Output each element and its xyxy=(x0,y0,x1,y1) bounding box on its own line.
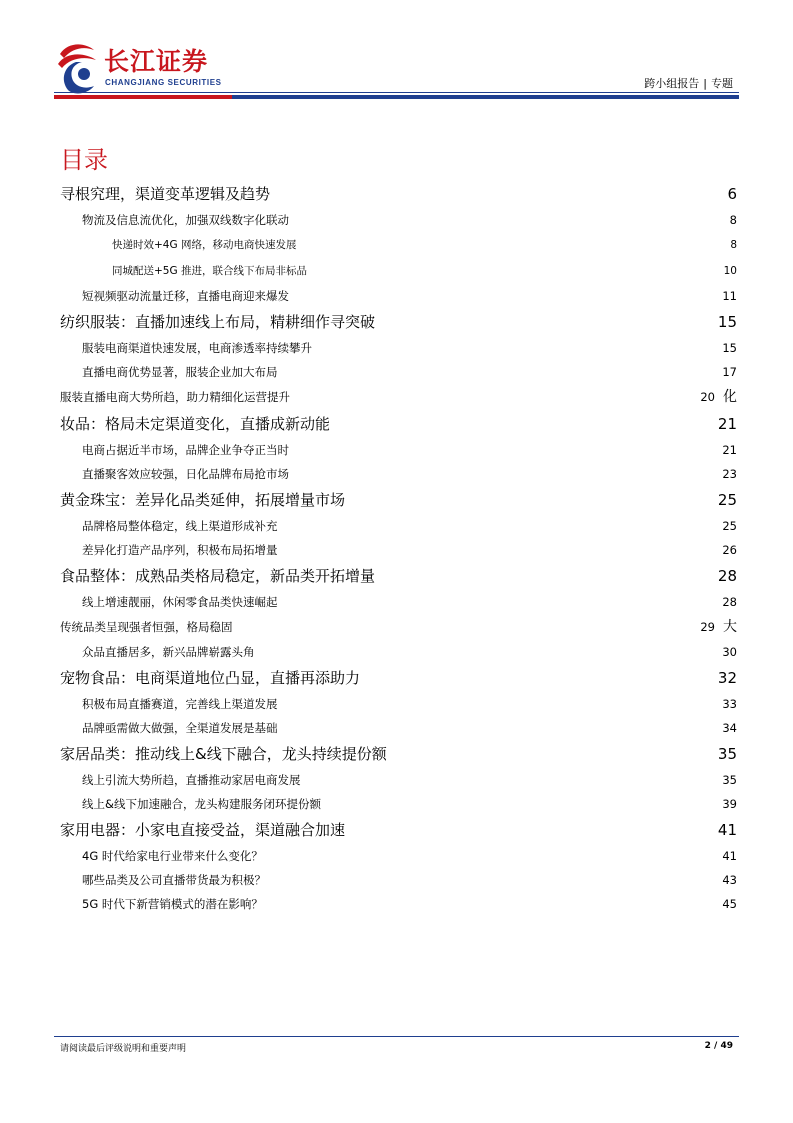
toc-entry-page xyxy=(722,792,737,816)
toc-entry-title: 寻根究理，渠道变革逻辑及趋势 xyxy=(60,185,271,203)
toc-page-number: 25 xyxy=(722,519,737,533)
report-subtype-label: 专题 xyxy=(711,77,733,90)
toc-entry[interactable] xyxy=(60,232,737,258)
toc-entry-page xyxy=(727,180,737,208)
toc-entry-page xyxy=(700,614,737,640)
toc-page-number: 10 xyxy=(723,265,737,277)
toc-page-number: 8 xyxy=(730,239,737,251)
toc-entry-title: 快递时效+4G 网络，移动电商快速发展 xyxy=(112,239,297,251)
toc-entry[interactable] xyxy=(60,664,737,692)
toc-entry[interactable] xyxy=(60,360,737,384)
toc-entry-page xyxy=(722,590,737,614)
header-red-bar xyxy=(54,95,232,99)
toc-page-number: 20 xyxy=(700,390,715,404)
toc-entry[interactable] xyxy=(60,816,737,844)
toc-page-number: 39 xyxy=(722,797,737,811)
toc-entry-title: 同城配送+5G 推进，联合线下布局非标品 xyxy=(112,265,307,277)
toc-entry-page xyxy=(722,284,737,308)
toc-entry[interactable] xyxy=(60,308,737,336)
changjiang-logo-icon xyxy=(54,40,100,96)
toc-entry-title: 5G 时代下新营销模式的潜在影响？ xyxy=(82,897,263,911)
toc-entry[interactable] xyxy=(60,208,737,232)
toc-entry-title: 家居品类：推动线上&线下融合，龙头持续提份额 xyxy=(60,745,387,763)
toc-page-number: 21 xyxy=(717,415,737,433)
toc-entry-title: 物流及信息流优化，加强双线数字化联动 xyxy=(82,213,289,227)
toc-entry-title: 宠物食品：电商渠道地位凸显，直播再添助力 xyxy=(60,669,361,687)
toc-page-number: 45 xyxy=(722,897,737,911)
logo-chinese-name: 长江证券 xyxy=(104,47,209,76)
toc-page-number: 15 xyxy=(717,313,737,331)
toc-entry-page xyxy=(724,258,737,284)
toc-entry-page xyxy=(722,538,737,562)
toc-entry[interactable] xyxy=(60,538,737,562)
toc-entry-page xyxy=(718,816,737,844)
toc-page-number: 6 xyxy=(727,185,737,203)
page-indicator: 2 / 49 xyxy=(704,1041,733,1051)
toc-entry-title: 哪些品类及公司直播带货最为积极？ xyxy=(82,873,266,887)
toc-page-number: 34 xyxy=(722,721,737,735)
toc-page-number: 26 xyxy=(722,543,737,557)
toc-page-number: 28 xyxy=(717,567,737,585)
toc-entry-page xyxy=(722,462,737,486)
header-separator: | xyxy=(703,77,707,90)
toc-page-number: 30 xyxy=(722,645,737,659)
toc-entry[interactable] xyxy=(60,284,737,308)
toc-entry[interactable] xyxy=(60,868,737,892)
toc-page-number: 41 xyxy=(722,849,737,863)
table-of-contents xyxy=(60,180,737,916)
toc-entry-title: 品牌格局整体稳定，线上渠道形成补充 xyxy=(82,519,278,533)
toc-entry-page xyxy=(718,664,737,692)
header-blue-bar xyxy=(232,95,739,99)
toc-entry-title: 线上引流大势所趋，直播推动家居电商发展 xyxy=(82,773,301,787)
toc-page-number: 23 xyxy=(722,467,737,481)
footer-disclaimer: 请阅读最后评级说明和重要声明 xyxy=(60,1044,187,1054)
toc-entry-title: 黄金珠宝：差异化品类延伸，拓展增量市场 xyxy=(60,491,346,509)
toc-entry[interactable] xyxy=(60,792,737,816)
toc-entry[interactable] xyxy=(60,716,737,740)
toc-entry-title: 线上&线下加速融合，龙头构建服务闭环提份额 xyxy=(82,797,321,811)
toc-page-number: 15 xyxy=(722,341,737,355)
toc-entry-title: 食品整体：成熟品类格局稳定，新品类开拓增量 xyxy=(60,567,376,585)
toc-entry-title: 短视频驱动流量迁移，直播电商迎来爆发 xyxy=(82,289,289,303)
toc-entry-page xyxy=(722,844,737,868)
toc-page-number: 41 xyxy=(717,821,737,839)
toc-entry-page xyxy=(722,768,737,792)
toc-entry[interactable] xyxy=(60,768,737,792)
toc-entry[interactable] xyxy=(60,562,737,590)
toc-entry-page xyxy=(718,410,737,438)
toc-entry[interactable] xyxy=(60,180,737,208)
toc-entry[interactable] xyxy=(60,740,737,768)
toc-entry[interactable] xyxy=(60,692,737,716)
company-logo xyxy=(54,40,244,96)
toc-entry[interactable] xyxy=(60,384,737,410)
logo-english-name: CHANGJIANG SECURITIES xyxy=(105,78,222,87)
toc-entry[interactable] xyxy=(60,514,737,538)
toc-entry[interactable] xyxy=(60,590,737,614)
toc-page-number: 33 xyxy=(722,697,737,711)
toc-title: 目录 xyxy=(60,146,108,174)
toc-entry-page xyxy=(722,336,737,360)
toc-entry-title: 4G 时代给家电行业带来什么变化？ xyxy=(82,849,263,863)
toc-entry-title: 积极布局直播赛道，完善线上渠道发展 xyxy=(82,697,278,711)
toc-entry[interactable] xyxy=(60,892,737,916)
toc-entry[interactable] xyxy=(60,410,737,438)
toc-entry-title: 服装直播电商大势所趋，助力精细化运营提升 xyxy=(60,390,290,404)
toc-page-number: 29 xyxy=(700,620,715,634)
toc-entry[interactable] xyxy=(60,258,737,284)
toc-page-number: 35 xyxy=(717,745,737,763)
toc-entry-page xyxy=(722,716,737,740)
toc-entry-page xyxy=(718,486,737,514)
toc-entry-page xyxy=(722,514,737,538)
toc-entry[interactable] xyxy=(60,640,737,664)
toc-entry-page xyxy=(722,640,737,664)
toc-entry-title: 妆品：格局未定渠道变化，直播成新动能 xyxy=(60,415,331,433)
toc-entry[interactable] xyxy=(60,462,737,486)
toc-entry-page xyxy=(722,360,737,384)
toc-page-number: 35 xyxy=(722,773,737,787)
toc-page-number: 32 xyxy=(717,669,737,687)
toc-entry-title: 线上增速靓丽，休闲零食品类快速崛起 xyxy=(82,595,278,609)
toc-entry-page xyxy=(722,692,737,716)
toc-entry[interactable] xyxy=(60,614,737,640)
footer-rule xyxy=(54,1036,739,1037)
toc-page-number: 25 xyxy=(717,491,737,509)
toc-entry-page xyxy=(718,562,737,590)
toc-page-number: 8 xyxy=(729,213,737,227)
toc-page-number: 21 xyxy=(722,443,737,457)
header-rule xyxy=(54,92,739,93)
toc-entry-title: 电商占据近半市场，品牌企业争夺正当时 xyxy=(82,443,289,457)
toc-entry-page xyxy=(722,868,737,892)
toc-entry-suffix: 化 xyxy=(723,389,737,405)
toc-page-number: 28 xyxy=(722,595,737,609)
toc-entry-page xyxy=(700,384,737,410)
toc-entry-suffix: 大 xyxy=(723,619,737,635)
toc-entry-title: 服装电商渠道快速发展，电商渗透率持续攀升 xyxy=(82,341,312,355)
report-type-label: 跨小组报告 xyxy=(644,77,700,90)
toc-page-number: 43 xyxy=(722,873,737,887)
toc-entry-title: 直播聚客效应较强，日化品牌布局抢市场 xyxy=(82,467,289,481)
toc-entry-title: 差异化打造产品序列，积极布局拓增量 xyxy=(82,543,278,557)
toc-entry-title: 传统品类呈现强者恒强，格局稳固 xyxy=(60,620,233,634)
toc-entry-title: 纺织服装：直播加速线上布局，精耕细作寻突破 xyxy=(60,313,376,331)
toc-entry-page xyxy=(730,232,737,258)
toc-entry-page xyxy=(722,438,737,462)
toc-entry-title: 众品直播居多，新兴品牌崭露头角 xyxy=(82,645,255,659)
toc-entry[interactable] xyxy=(60,438,737,462)
toc-entry-title: 品牌亟需做大做强，全渠道发展是基础 xyxy=(82,721,278,735)
toc-entry-page xyxy=(718,740,737,768)
toc-entry-title: 直播电商优势显著，服装企业加大布局 xyxy=(82,365,278,379)
toc-page-number: 17 xyxy=(722,365,737,379)
toc-entry-title: 家用电器：小家电直接受益，渠道融合加速 xyxy=(60,821,346,839)
report-type xyxy=(644,75,733,91)
toc-page-number: 11 xyxy=(722,289,737,303)
toc-entry-page xyxy=(730,208,737,232)
toc-entry[interactable] xyxy=(60,844,737,868)
toc-entry-page xyxy=(722,892,737,916)
toc-entry[interactable] xyxy=(60,486,737,514)
toc-entry-page xyxy=(718,308,737,336)
toc-entry[interactable] xyxy=(60,336,737,360)
